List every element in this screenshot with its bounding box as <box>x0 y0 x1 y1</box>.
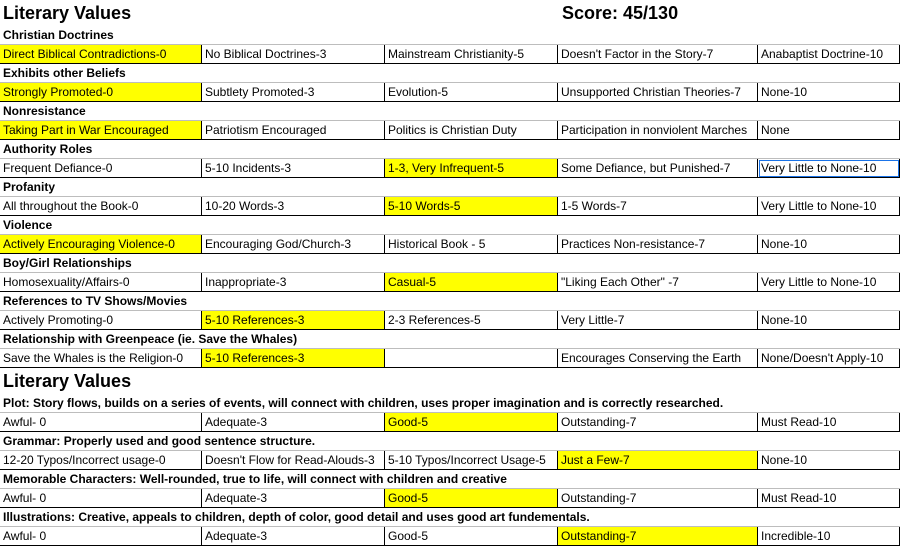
criterion-options-row <box>0 451 900 470</box>
option-cell[interactable]: None-10 <box>758 83 900 102</box>
option-cell-highlighted[interactable]: Casual-5 <box>385 273 558 292</box>
criterion-options-row <box>0 311 900 330</box>
option-cell[interactable]: Mainstream Christianity-5 <box>385 45 558 64</box>
option-cell[interactable]: Awful- 0 <box>0 489 202 508</box>
criterion-header-row <box>0 26 900 45</box>
option-cell[interactable]: None-10 <box>758 451 900 470</box>
option-cell[interactable]: Inappropriate-3 <box>202 273 385 292</box>
option-cell[interactable]: 12-20 Typos/Incorrect usage-0 <box>0 451 202 470</box>
option-cell[interactable]: Adequate-3 <box>202 489 385 508</box>
option-cell[interactable]: Subtlety Promoted-3 <box>202 83 385 102</box>
option-cell[interactable]: Unsupported Christian Theories-7 <box>558 83 758 102</box>
option-cell[interactable]: Practices Non-resistance-7 <box>558 235 758 254</box>
option-cell-highlighted[interactable]: Direct Biblical Contradictions-0 <box>0 45 202 64</box>
sheet-title: Literary Values <box>3 3 132 23</box>
option-cell[interactable]: Patriotism Encouraged <box>202 121 385 140</box>
option-cell[interactable]: Very Little-7 <box>558 311 758 330</box>
criterion-header-row <box>0 432 900 451</box>
option-cell[interactable]: Adequate-3 <box>202 527 385 546</box>
criterion-options-row <box>0 235 900 254</box>
option-cell[interactable]: Very Little to None-10 <box>758 273 900 292</box>
criterion-options-row <box>0 159 900 178</box>
criterion-options-row <box>0 273 900 292</box>
option-cell[interactable]: 5-10 Incidents-3 <box>202 159 385 178</box>
criterion-header[interactable]: Violence <box>3 218 53 232</box>
option-cell-highlighted[interactable]: 5-10 Words-5 <box>385 197 558 216</box>
criterion-header-row <box>0 330 900 349</box>
option-cell[interactable]: Adequate-3 <box>202 413 385 432</box>
option-cell[interactable]: 10-20 Words-3 <box>202 197 385 216</box>
option-cell[interactable]: Encouraging God/Church-3 <box>202 235 385 254</box>
option-cell[interactable]: None-10 <box>758 235 900 254</box>
option-cell[interactable]: Actively Promoting-0 <box>0 311 202 330</box>
option-cell[interactable]: All throughout the Book-0 <box>0 197 202 216</box>
option-cell[interactable]: Outstanding-7 <box>558 489 758 508</box>
option-cell-highlighted[interactable]: Good-5 <box>385 489 558 508</box>
option-cell[interactable]: 1-5 Words-7 <box>558 197 758 216</box>
criterion-header-row <box>0 508 900 527</box>
option-cell[interactable]: None <box>758 121 900 140</box>
option-cell[interactable]: Encourages Conserving the Earth <box>558 349 758 368</box>
option-cell[interactable]: Participation in nonviolent Marches <box>558 121 758 140</box>
option-cell[interactable]: Very Little to None-10 <box>758 197 900 216</box>
option-cell-highlighted[interactable]: Just a Few-7 <box>558 451 758 470</box>
option-cell[interactable]: Save the Whales is the Religion-0 <box>0 349 202 368</box>
criterion-header[interactable]: Boy/Girl Relationships <box>3 256 132 270</box>
criterion-header-row <box>0 216 900 235</box>
criterion-header[interactable]: Grammar: Properly used and good sentence structure. <box>3 434 316 448</box>
option-cell[interactable]: Evolution-5 <box>385 83 558 102</box>
criterion-header[interactable]: Illustrations: Creative, appeals to children, depth of color, good detail and uses good art fundementals. <box>3 510 590 524</box>
option-cell-highlighted[interactable]: Outstanding-7 <box>558 527 758 546</box>
option-cell-highlighted[interactable]: Taking Part in War Encouraged <box>0 121 202 140</box>
option-cell[interactable]: None/Doesn't Apply-10 <box>758 349 900 368</box>
option-cell[interactable]: Historical Book - 5 <box>385 235 558 254</box>
option-cell[interactable]: Frequent Defiance-0 <box>0 159 202 178</box>
option-cell-highlighted[interactable]: 5-10 References-3 <box>202 349 385 368</box>
criterion-header[interactable]: Memorable Characters: Well-rounded, true to life, will connect with children and creative <box>3 472 507 486</box>
option-cell[interactable]: Must Read-10 <box>758 413 900 432</box>
option-cell[interactable]: Must Read-10 <box>758 489 900 508</box>
subtitle-row <box>0 369 900 393</box>
criterion-header-row <box>0 394 900 413</box>
criterion-options-row <box>0 489 900 508</box>
criterion-options-row <box>0 197 900 216</box>
option-cell[interactable]: 2-3 References-5 <box>385 311 558 330</box>
option-cell-highlighted[interactable]: Strongly Promoted-0 <box>0 83 202 102</box>
option-cell[interactable]: 5-10 Typos/Incorrect Usage-5 <box>385 451 558 470</box>
score-label: Score: 45/130 <box>562 3 679 23</box>
criterion-options-row <box>0 527 900 546</box>
criterion-header[interactable]: Nonresistance <box>3 104 86 118</box>
option-cell[interactable]: Some Defiance, but Punished-7 <box>558 159 758 178</box>
option-cell[interactable] <box>385 349 558 368</box>
criterion-options-row <box>0 121 900 140</box>
option-cell[interactable]: "Liking Each Other" -7 <box>558 273 758 292</box>
option-cell-highlighted[interactable]: 5-10 References-3 <box>202 311 385 330</box>
option-cell[interactable]: Anabaptist Doctrine-10 <box>758 45 900 64</box>
criterion-header[interactable]: Profanity <box>3 180 56 194</box>
criterion-header[interactable]: Relationship with Greenpeace (ie. Save the Whales) <box>3 332 298 346</box>
criterion-header[interactable]: Exhibits other Beliefs <box>3 66 126 80</box>
option-cell[interactable]: No Biblical Doctrines-3 <box>202 45 385 64</box>
option-cell[interactable]: Doesn't Flow for Read-Alouds-3 <box>202 451 385 470</box>
option-cell[interactable]: Outstanding-7 <box>558 413 758 432</box>
option-cell[interactable]: Incredible-10 <box>758 527 900 546</box>
criterion-header[interactable]: Christian Doctrines <box>3 28 114 42</box>
criterion-header-row <box>0 254 900 273</box>
criterion-header-row <box>0 178 900 197</box>
criterion-header[interactable]: Plot: Story flows, builds on a series of events, will connect with children, uses proper imagination and is correctly researched. <box>3 396 724 410</box>
option-cell-highlighted[interactable]: Good-5 <box>385 413 558 432</box>
option-cell[interactable]: Very Little to None-10 <box>758 159 900 178</box>
title-row <box>0 0 900 24</box>
criterion-options-row <box>0 45 900 64</box>
option-cell[interactable]: Doesn't Factor in the Story-7 <box>558 45 758 64</box>
option-cell-highlighted[interactable]: Actively Encouraging Violence-0 <box>0 235 202 254</box>
criterion-options-row <box>0 83 900 102</box>
option-cell-highlighted[interactable]: 1-3, Very Infrequent-5 <box>385 159 558 178</box>
option-cell[interactable]: Awful- 0 <box>0 527 202 546</box>
option-cell[interactable]: Politics is Christian Duty <box>385 121 558 140</box>
criterion-header-row <box>0 64 900 83</box>
section-title-literary-values: Literary Values <box>3 371 132 391</box>
criterion-options-row <box>0 413 900 432</box>
criterion-header-row <box>0 102 900 121</box>
criterion-header[interactable]: References to TV Shows/Movies <box>3 294 188 308</box>
criterion-header[interactable]: Authority Roles <box>3 142 93 156</box>
criterion-header-row <box>0 292 900 311</box>
criterion-header-row <box>0 470 900 489</box>
criterion-header-row <box>0 140 900 159</box>
option-cell[interactable]: Good-5 <box>385 527 558 546</box>
option-cell[interactable]: Homosexuality/Affairs-0 <box>0 273 202 292</box>
option-cell[interactable]: None-10 <box>758 311 900 330</box>
criterion-options-row <box>0 349 900 368</box>
option-cell[interactable]: Awful- 0 <box>0 413 202 432</box>
